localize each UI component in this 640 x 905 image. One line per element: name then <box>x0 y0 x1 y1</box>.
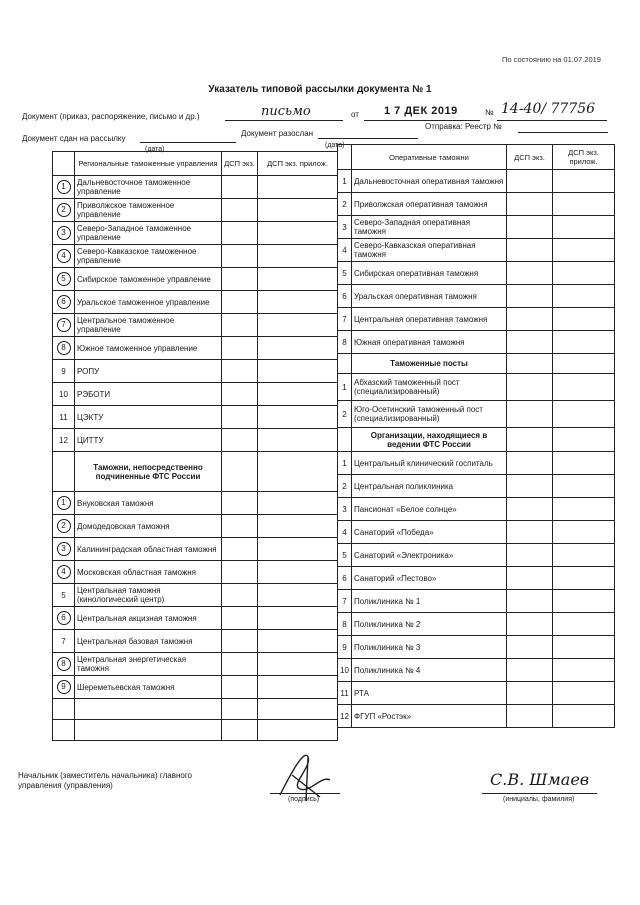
dsp-app-cell <box>258 607 338 630</box>
row-number: 3 <box>338 498 352 521</box>
dsp-app-cell <box>553 331 615 354</box>
row-number: 4 <box>57 249 71 263</box>
table-row <box>338 682 615 705</box>
row-name: Центральная таможня (кинологический центр) <box>75 584 222 607</box>
dsp-app-cell <box>258 538 338 561</box>
dsp-app-cell <box>258 268 338 291</box>
doc-type-label: Документ (приказ, распоряжение, письмо и др.) <box>22 112 200 121</box>
dsp-cell <box>507 475 553 498</box>
row-name: Дальневосточная оперативная таможня <box>352 170 507 193</box>
row-number: 10 <box>59 389 68 399</box>
dsp-app-cell <box>553 659 615 682</box>
row-number: 2 <box>338 475 352 498</box>
row-name: Внуковская таможня <box>75 492 222 515</box>
row-number-cell <box>53 429 75 452</box>
table-row <box>53 538 338 561</box>
row-number-cell <box>53 492 75 515</box>
table-row <box>338 331 615 354</box>
dsp-cell <box>507 636 553 659</box>
right-distribution-table <box>337 144 615 728</box>
table-row <box>338 590 615 613</box>
dsp-cell <box>222 561 258 584</box>
row-number-cell <box>53 245 75 268</box>
table-row <box>338 308 615 331</box>
dsp-cell <box>222 429 258 452</box>
table-row <box>53 584 338 607</box>
dsp-app-cell <box>258 314 338 337</box>
dsp-cell <box>222 653 258 676</box>
left-header-dsp-app: ДСП экз. прилож. <box>258 152 338 176</box>
row-number-cell <box>53 607 75 630</box>
dsp-app-cell <box>258 176 338 199</box>
dsp-cell <box>222 291 258 314</box>
table-row <box>338 544 615 567</box>
row-number: 6 <box>338 567 352 590</box>
dsp-app-cell <box>553 682 615 705</box>
row-name: Северо-Кавказское таможенное управление <box>75 245 222 268</box>
table-row <box>53 676 338 699</box>
row-number-cell <box>53 176 75 199</box>
row-number: 8 <box>57 657 71 671</box>
signer-position: Начальник (заместитель начальника) главного управления (управления) <box>18 771 193 790</box>
signer-name: С.В. Шмаев <box>490 770 590 789</box>
table-row <box>53 383 338 406</box>
dsp-app-cell <box>553 374 615 401</box>
dsp-cell <box>507 590 553 613</box>
row-name: Поликлиника № 3 <box>352 636 507 659</box>
dsp-cell <box>507 498 553 521</box>
dsp-cell <box>222 314 258 337</box>
dsp-app-cell <box>553 452 615 475</box>
row-number: 4 <box>338 521 352 544</box>
dsp-app-cell <box>258 291 338 314</box>
table-row <box>53 653 338 676</box>
row-name: РЭБОТИ <box>75 383 222 406</box>
table-row <box>338 705 615 728</box>
dsp-cell <box>222 360 258 383</box>
row-name: Поликлиника № 4 <box>352 659 507 682</box>
row-number: 7 <box>61 636 66 646</box>
doc-date-value: 1 7 ДЕК 2019 <box>384 105 458 117</box>
table-row <box>338 285 615 308</box>
row-name: Санаторий «Победа» <box>352 521 507 544</box>
row-name: Центральная акцизная таможня <box>75 607 222 630</box>
state-note: По состоянию на 01.07.2019 <box>502 55 601 64</box>
row-number: 5 <box>61 590 66 600</box>
dsp-cell <box>222 337 258 360</box>
dsp-app-cell <box>258 199 338 222</box>
dsp-app-cell <box>258 561 338 584</box>
row-number-cell <box>53 676 75 699</box>
dsp-cell <box>222 584 258 607</box>
doc-distributed-label: Документ разослан <box>241 129 314 138</box>
dsp-app-cell <box>553 544 615 567</box>
page-title: Указатель типовой рассылки документа № 1 <box>208 84 432 95</box>
table-row <box>53 245 338 268</box>
row-name: Абхазский таможенный пост (специализированный) <box>352 374 507 401</box>
table-row <box>53 515 338 538</box>
row-number: 7 <box>338 308 352 331</box>
dsp-cell <box>222 222 258 245</box>
row-name: Южное таможенное управление <box>75 337 222 360</box>
table-row <box>338 216 615 239</box>
dsp-app-cell <box>553 705 615 728</box>
table-row <box>338 401 615 428</box>
row-number-cell <box>53 314 75 337</box>
row-name: Центральная оперативная таможня <box>352 308 507 331</box>
row-number-cell <box>53 538 75 561</box>
dsp-app-cell <box>553 216 615 239</box>
dsp-cell <box>222 268 258 291</box>
name-line <box>482 793 597 794</box>
row-name: Московская областная таможня <box>75 561 222 584</box>
row-name: Северо-Западная оперативная таможня <box>352 216 507 239</box>
dsp-cell <box>222 245 258 268</box>
table-row <box>338 521 615 544</box>
table-row <box>338 374 615 401</box>
dsp-cell <box>507 239 553 262</box>
row-number: 6 <box>338 285 352 308</box>
dsp-app-cell <box>553 308 615 331</box>
row-number: 3 <box>338 216 352 239</box>
doc-distributed-field <box>318 128 418 139</box>
dsp-app-cell <box>258 515 338 538</box>
dsp-cell <box>507 544 553 567</box>
row-name: РОПУ <box>75 360 222 383</box>
row-number: 11 <box>338 682 352 705</box>
row-number-cell <box>53 561 75 584</box>
row-number: 12 <box>59 435 68 445</box>
dsp-cell <box>222 176 258 199</box>
table-row <box>53 492 338 515</box>
row-name: Центральный клинический госпиталь <box>352 452 507 475</box>
row-name: ФГУП «Ростэк» <box>352 705 507 728</box>
row-number: 9 <box>61 366 66 376</box>
table-row <box>338 498 615 521</box>
dispatch-label: Отправка: Реестр № <box>425 122 502 131</box>
row-name: Дальневосточное таможенное управление <box>75 176 222 199</box>
row-name: Северо-Западное таможенное управление <box>75 222 222 245</box>
dsp-app-cell <box>553 613 615 636</box>
dsp-cell <box>507 331 553 354</box>
row-number: 1 <box>57 496 71 510</box>
dsp-cell <box>222 383 258 406</box>
row-number-cell <box>53 337 75 360</box>
doc-date-from-label: от <box>351 110 359 119</box>
dsp-cell <box>222 538 258 561</box>
dsp-app-cell <box>258 406 338 429</box>
table-row <box>338 193 615 216</box>
row-number: 1 <box>338 374 352 401</box>
doc-number-label: № <box>485 108 494 117</box>
table-row <box>53 360 338 383</box>
row-name: Сибирское таможенное управление <box>75 268 222 291</box>
row-number: 2 <box>338 401 352 428</box>
row-number-cell <box>53 515 75 538</box>
left-distribution-table <box>52 151 338 741</box>
dsp-app-cell <box>553 521 615 544</box>
doc-type-field <box>225 104 343 121</box>
table-row <box>53 429 338 452</box>
row-name: Приволжская оперативная таможня <box>352 193 507 216</box>
dsp-app-cell <box>553 498 615 521</box>
row-number: 6 <box>57 295 71 309</box>
dsp-cell <box>507 521 553 544</box>
row-name: РТА <box>352 682 507 705</box>
row-number-cell <box>53 584 75 607</box>
row-number: 2 <box>57 519 71 533</box>
dsp-cell <box>507 374 553 401</box>
right-section-posts: Таможенные посты <box>352 354 507 374</box>
row-number: 8 <box>338 331 352 354</box>
table-row <box>53 314 338 337</box>
row-number: 5 <box>338 544 352 567</box>
row-number-cell <box>53 406 75 429</box>
dsp-cell <box>507 262 553 285</box>
row-name: Юго-Осетинский таможенный пост (специализированный) <box>352 401 507 428</box>
dsp-app-cell <box>258 584 338 607</box>
row-name: Пансионат «Белое солнце» <box>352 498 507 521</box>
dsp-app-cell <box>258 360 338 383</box>
row-name: Южная оперативная таможня <box>352 331 507 354</box>
dsp-app-cell <box>553 285 615 308</box>
row-number: 12 <box>338 705 352 728</box>
dsp-cell <box>507 705 553 728</box>
row-number-cell <box>53 199 75 222</box>
dsp-cell <box>222 199 258 222</box>
row-number: 3 <box>57 226 71 240</box>
row-name: Домодедовская таможня <box>75 515 222 538</box>
left-header-name: Региональные таможенные управления <box>75 152 222 176</box>
row-number: 8 <box>57 341 71 355</box>
dsp-cell <box>222 676 258 699</box>
table-row <box>53 222 338 245</box>
dsp-app-cell <box>553 170 615 193</box>
dsp-cell <box>507 659 553 682</box>
dsp-app-cell <box>258 383 338 406</box>
row-name: Калининградская областная таможня <box>75 538 222 561</box>
dsp-cell <box>507 285 553 308</box>
table-row <box>338 262 615 285</box>
dsp-app-cell <box>258 653 338 676</box>
row-number-cell <box>53 653 75 676</box>
row-name: Санаторий «Электроника» <box>352 544 507 567</box>
dsp-cell <box>507 170 553 193</box>
row-number: 11 <box>59 412 68 422</box>
row-name: Центральная поликлиника <box>352 475 507 498</box>
row-name: Поликлиника № 2 <box>352 613 507 636</box>
right-header-dsp: ДСП экз. <box>507 145 553 170</box>
dsp-cell <box>222 630 258 653</box>
table-row <box>338 452 615 475</box>
dsp-cell <box>222 515 258 538</box>
dsp-cell <box>222 492 258 515</box>
row-number-cell <box>53 383 75 406</box>
dsp-app-cell <box>258 492 338 515</box>
row-name: Поликлиника № 1 <box>352 590 507 613</box>
doc-type-value: письмо <box>261 104 311 119</box>
row-number: 4 <box>57 565 71 579</box>
doc-date-field <box>364 105 480 121</box>
table-row <box>338 475 615 498</box>
dsp-app-cell <box>258 337 338 360</box>
row-number: 10 <box>338 659 352 682</box>
row-number-cell <box>53 222 75 245</box>
row-number: 5 <box>57 272 71 286</box>
table-row <box>53 630 338 653</box>
row-name: ЦЭКТУ <box>75 406 222 429</box>
row-number-cell <box>53 360 75 383</box>
dsp-app-cell <box>553 636 615 659</box>
table-row <box>53 291 338 314</box>
row-name: Центральная энергетическая таможня <box>75 653 222 676</box>
table-row <box>53 176 338 199</box>
row-name: Центральная базовая таможня <box>75 630 222 653</box>
signature-line <box>270 793 340 794</box>
row-name: Приволжское таможенное управление <box>75 199 222 222</box>
dsp-app-cell <box>553 262 615 285</box>
left-header-dsp: ДСП экз. <box>222 152 258 176</box>
dispatch-field <box>518 122 608 133</box>
row-number: 2 <box>338 193 352 216</box>
table-row <box>53 199 338 222</box>
dsp-cell <box>507 193 553 216</box>
dsp-cell <box>507 613 553 636</box>
row-number-cell <box>53 291 75 314</box>
dsp-app-cell <box>258 245 338 268</box>
row-number: 9 <box>338 636 352 659</box>
row-number: 7 <box>338 590 352 613</box>
row-number: 1 <box>57 180 71 194</box>
dsp-app-cell <box>553 239 615 262</box>
dsp-app-cell <box>553 567 615 590</box>
row-number: 1 <box>338 170 352 193</box>
row-number: 5 <box>338 262 352 285</box>
table-row <box>53 268 338 291</box>
row-name: ЦИТТУ <box>75 429 222 452</box>
row-name: Уральская оперативная таможня <box>352 285 507 308</box>
dsp-app-cell <box>258 429 338 452</box>
row-number-cell <box>53 630 75 653</box>
table-row <box>338 613 615 636</box>
signature-caption: (подпись) <box>288 796 320 803</box>
right-header-dsp-app: ДСП экз. прилож. <box>553 145 615 170</box>
table-row <box>53 607 338 630</box>
right-section-orgs: Организации, находящиеся в ведении ФТС России <box>352 428 507 452</box>
row-number: 7 <box>57 318 71 332</box>
date-caption-left: (дата) <box>145 146 165 153</box>
name-caption: (инициалы, фамилия) <box>503 796 575 803</box>
row-number: 1 <box>338 452 352 475</box>
dsp-app-cell <box>258 630 338 653</box>
row-name: Центральное таможенное управление <box>75 314 222 337</box>
table-row <box>53 406 338 429</box>
left-section-title: Таможни, непосредственно подчиненные ФТС России <box>75 452 222 492</box>
dsp-cell <box>507 567 553 590</box>
dsp-cell <box>222 607 258 630</box>
dsp-app-cell <box>553 401 615 428</box>
row-number: 4 <box>338 239 352 262</box>
date-caption-right: (дата) <box>325 142 345 149</box>
dsp-cell <box>507 216 553 239</box>
table-row <box>338 636 615 659</box>
row-number: 3 <box>57 542 71 556</box>
row-number-cell <box>53 268 75 291</box>
table-row <box>338 567 615 590</box>
right-header-name: Оперативные таможни <box>352 145 507 170</box>
row-number: 6 <box>57 611 71 625</box>
table-row <box>338 170 615 193</box>
dsp-app-cell <box>258 222 338 245</box>
row-name: Уральское таможенное управление <box>75 291 222 314</box>
table-row <box>53 337 338 360</box>
dsp-cell <box>507 452 553 475</box>
row-name: Шереметьевская таможня <box>75 676 222 699</box>
doc-sent-field <box>140 132 236 143</box>
dsp-app-cell <box>553 475 615 498</box>
row-name: Северо-Кавказская оперативная таможня <box>352 239 507 262</box>
doc-number-value: 14-40/ 77756 <box>501 101 596 117</box>
row-number: 2 <box>57 203 71 217</box>
table-row <box>53 561 338 584</box>
doc-number-field <box>497 101 607 121</box>
row-number: 9 <box>57 680 71 694</box>
dsp-cell <box>507 401 553 428</box>
dsp-app-cell <box>553 590 615 613</box>
dsp-cell <box>507 682 553 705</box>
table-row <box>338 239 615 262</box>
dsp-app-cell <box>258 676 338 699</box>
row-number: 8 <box>338 613 352 636</box>
row-name: Сибирская оперативная таможня <box>352 262 507 285</box>
dsp-app-cell <box>553 193 615 216</box>
dsp-cell <box>222 406 258 429</box>
dsp-cell <box>507 308 553 331</box>
row-name: Санаторий «Пестово» <box>352 567 507 590</box>
doc-sent-label: Документ сдан на рассылку <box>22 134 126 143</box>
table-row <box>338 659 615 682</box>
